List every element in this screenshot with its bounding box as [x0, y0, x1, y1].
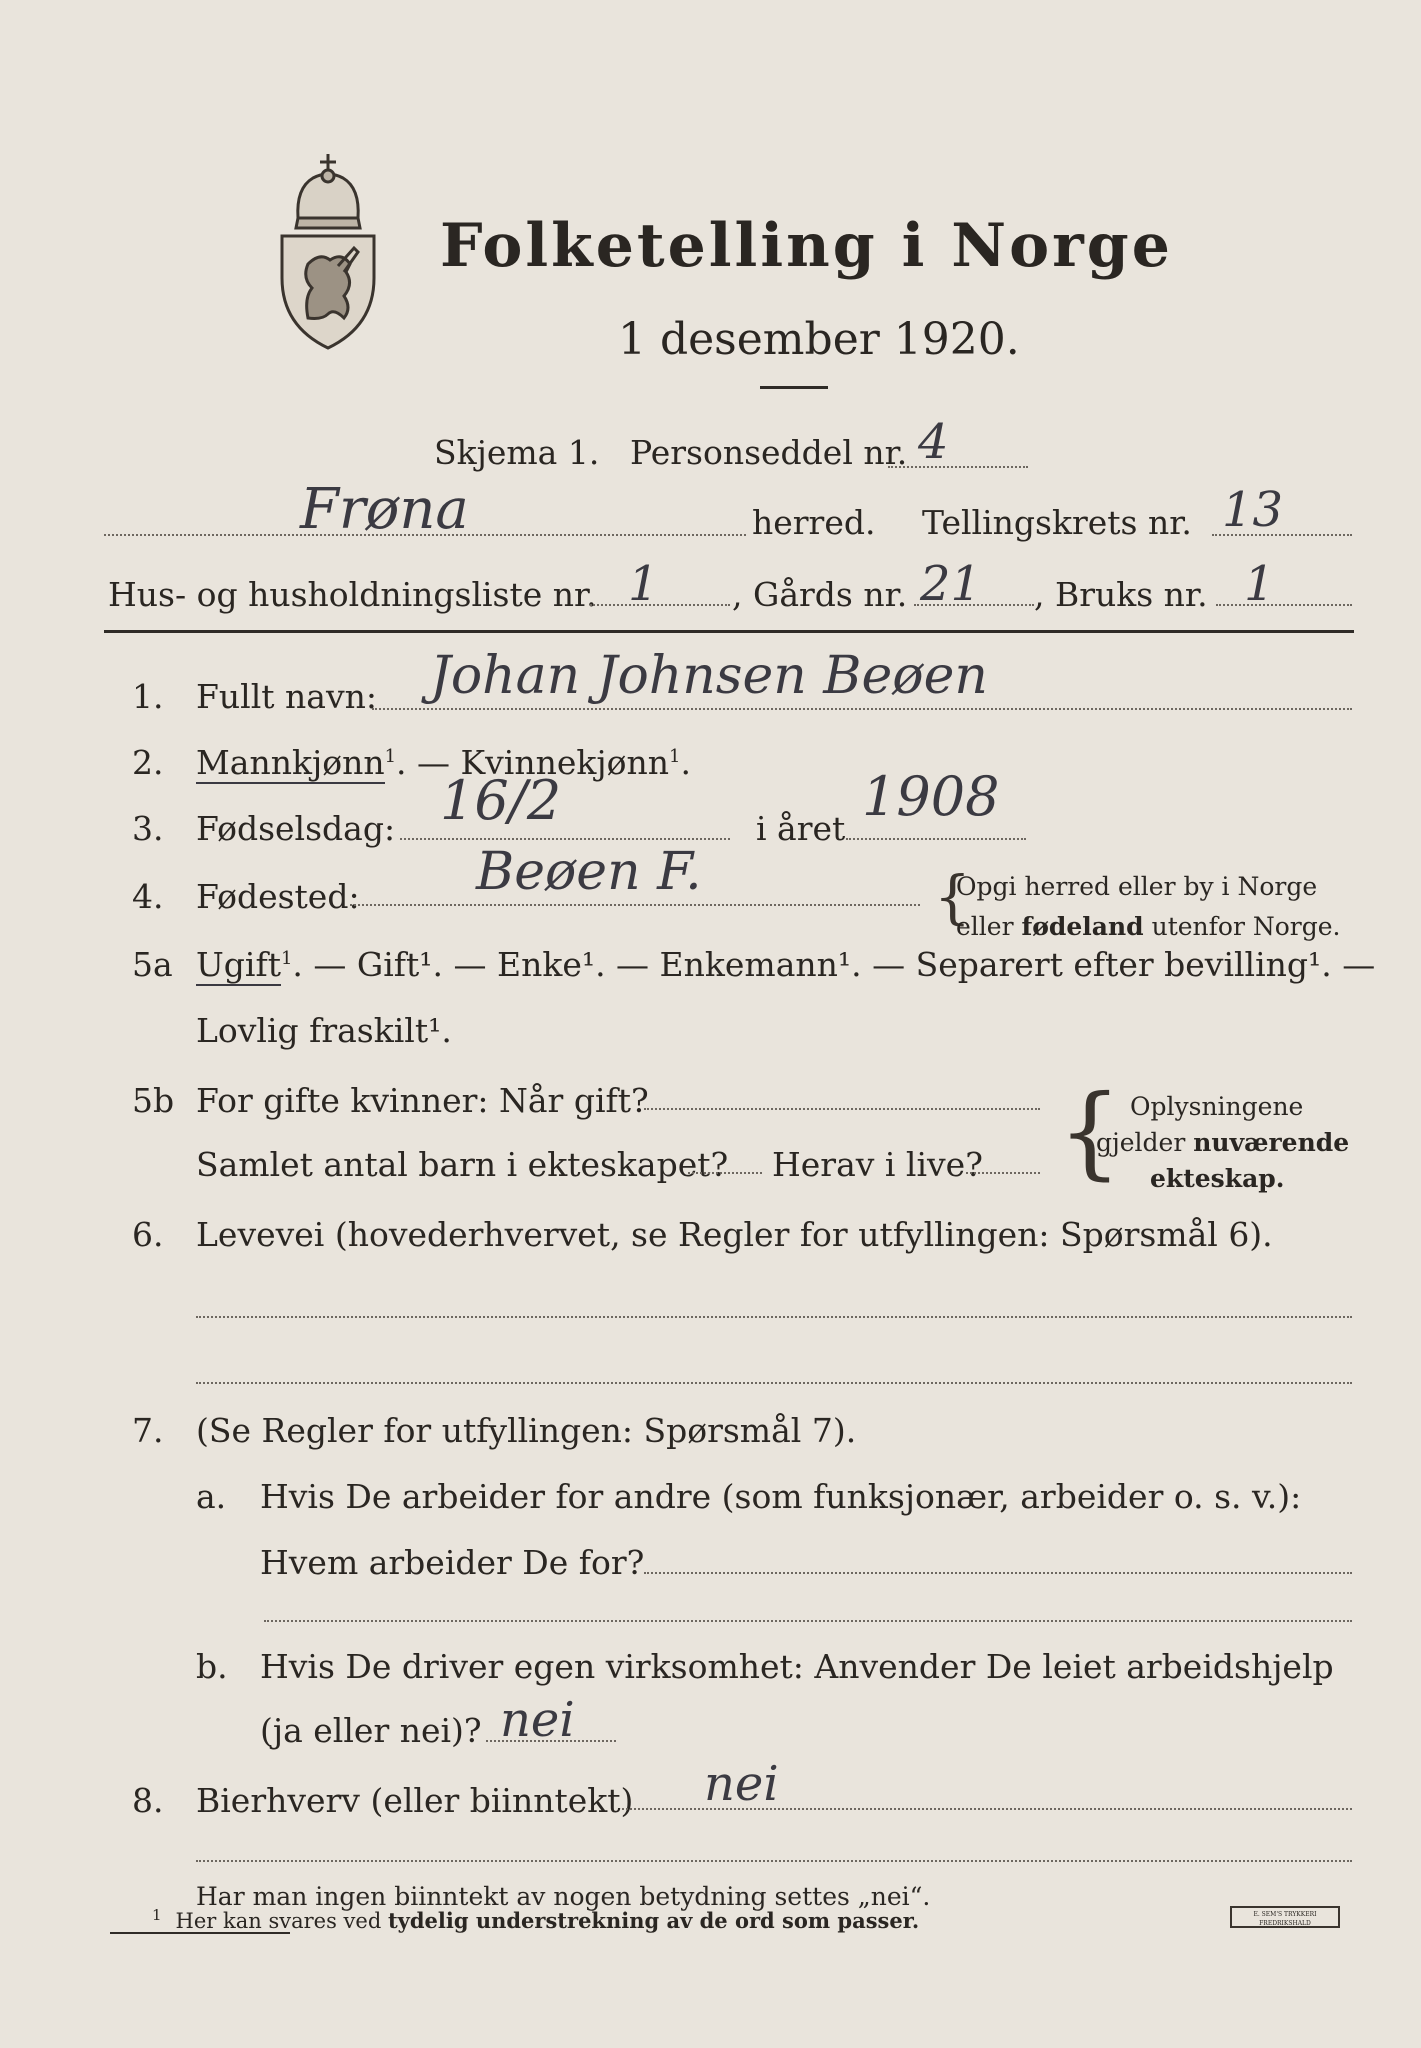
q1-number: 1. — [132, 677, 164, 716]
q4-note-2: eller fødeland utenfor Norge. — [956, 912, 1341, 941]
tellingskrets-label: Tellingskrets nr. — [922, 503, 1192, 542]
bruks-label: , Bruks nr. — [1034, 575, 1208, 614]
hus-value: 1 — [628, 556, 659, 612]
mannkjonn-underlined: Mannkjønn — [196, 743, 385, 782]
q8-number: 8. — [132, 1781, 164, 1820]
herred-label: herred. — [752, 503, 876, 542]
ugift-underlined: Ugift — [196, 945, 281, 984]
q8-label: Bierhverv (eller biinntekt) — [196, 1781, 634, 1820]
q3-number: 3. — [132, 809, 164, 848]
q2-number: 2. — [132, 743, 164, 782]
skjema-label: Skjema 1. — [434, 433, 600, 472]
q6-label: Levevei (hovederhvervet, se Regler for utfyllingen: Spørsmål 6). — [196, 1215, 1273, 1254]
aret-label: i året — [756, 809, 846, 848]
q5b-note-1: Oplysningene — [1130, 1092, 1304, 1121]
q1-label: Fullt navn: — [196, 677, 377, 716]
tellingskrets-value: 13 — [1222, 482, 1284, 538]
q5b-number: 5b — [132, 1081, 175, 1120]
census-date: 1 desember 1920. — [618, 314, 1020, 365]
personseddel-label: Personseddel nr. — [630, 433, 908, 472]
footnote: $^1$ Her kan svares ved tydelig understrekning av de ord som passer. — [152, 1906, 920, 1933]
q4-note-1: Opgi herred eller by i Norge — [956, 872, 1318, 901]
q5b-note-2: gjelder nuværende — [1096, 1128, 1350, 1157]
birth-year-value: 1908 — [862, 765, 1000, 828]
q5b-label3: Herav i live? — [772, 1145, 983, 1184]
gards-label: , Gårds nr. — [732, 575, 908, 614]
q7b-line2: (ja eller nei)? — [260, 1711, 482, 1750]
q5a-number: 5a — [132, 945, 173, 984]
coat-of-arms-emblem — [268, 148, 388, 353]
gards-value: 21 — [920, 556, 982, 612]
printer-mark: E. SEM'S TRYKKERI FREDRIKSHALD — [1230, 1906, 1340, 1928]
q7a-line2: Hvem arbeider De for? — [260, 1543, 645, 1582]
q4-number: 4. — [132, 877, 164, 916]
q7-number: 7. — [132, 1411, 164, 1450]
q7b-number: b. — [196, 1647, 228, 1686]
q5b-note-3: ekteskap. — [1150, 1164, 1285, 1193]
q7b-value: nei — [500, 1692, 575, 1748]
q8-value: nei — [704, 1756, 779, 1812]
q5a-line1: Ugift$^1$. — Gift¹. — Enke¹. — Enkemann¹. — Separert efter bevilling¹. — — [196, 945, 1376, 984]
title-divider — [760, 386, 828, 389]
birthplace-value: Beøen F. — [476, 842, 702, 902]
full-name-value: Johan Johnsen Beøen — [430, 646, 988, 706]
bruks-value: 1 — [1244, 556, 1275, 612]
personseddel-value: 4 — [918, 414, 949, 470]
q7-label: (Se Regler for utfyllingen: Spørsmål 7). — [196, 1411, 857, 1450]
q5b-note-brace: { — [1058, 1073, 1122, 1190]
q3-label: Fødselsdag: — [196, 809, 396, 848]
q4-note-brace: { — [934, 863, 971, 931]
header-rule — [104, 630, 1354, 633]
q5b-label1: For gifte kvinner: Når gift? — [196, 1081, 649, 1120]
q4-label: Fødested: — [196, 877, 360, 916]
q5a-line2: Lovlig fraskilt¹. — [196, 1011, 452, 1050]
birthday-value: 16/2 — [440, 769, 562, 832]
q7a-number: a. — [196, 1477, 227, 1516]
q2-line: Mannkjønn$^1$. — Kvinnekjønn$^1$. — [196, 743, 691, 782]
herred-value: Frøna — [300, 477, 469, 542]
page-title: Folketelling i Norge — [440, 211, 1173, 281]
q7a-line1: Hvis De arbeider for andre (som funksjonær, arbeider o. s. v.): — [260, 1477, 1302, 1516]
q5b-label2: Samlet antal barn i ekteskapet? — [196, 1145, 729, 1184]
q7b-line1: Hvis De driver egen virksomhet: Anvender De leiet arbeidshjelp — [260, 1647, 1334, 1686]
q6-number: 6. — [132, 1215, 164, 1254]
hus-label: Hus- og husholdningsliste nr. — [108, 575, 597, 614]
footer-note: Har man ingen biinntekt av nogen betydning settes „nei“. — [196, 1882, 931, 1911]
